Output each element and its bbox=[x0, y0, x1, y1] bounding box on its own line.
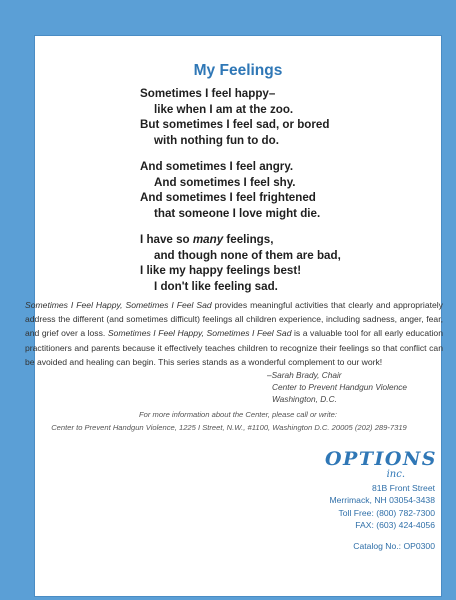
book-title: Sometimes I Feel Happy, Sometimes I Feel Sad bbox=[107, 328, 292, 339]
info-address: Center to Prevent Handgun Violence, 1225 I Street, N.W., #1100, Washington D.C. 20005 (202) 289-7319 bbox=[51, 422, 407, 432]
poem-stanza bbox=[140, 159, 440, 221]
poem-stanza bbox=[140, 86, 440, 148]
poem-line: I like my happy feelings best! bbox=[140, 264, 302, 277]
publisher-address bbox=[329, 482, 435, 552]
quote-text: provides meaningful activities that clearly and appropriately address the different (and sometimes difficult) feelings all children experience, including sadness, anger, fear, and grief over a loss. bbox=[25, 300, 443, 339]
catalog-number: Catalog No.: OP0300 bbox=[353, 540, 435, 551]
poem-line: But sometimes I feel sad, or bored bbox=[140, 118, 330, 131]
quote-text: is a valuable tool for all early education practitioners and parents because it effectively teaches children to recognize their feelings so that conflict can be avoided and healing can begin. This series stands as a wonderful complement to our work! bbox=[25, 328, 443, 367]
phone-fax: FAX: (603) 424-4056 bbox=[355, 520, 435, 531]
signature bbox=[267, 369, 407, 405]
endorsement-quote bbox=[25, 298, 443, 369]
logo-suffix: inc. bbox=[386, 469, 405, 480]
poem-line: that someone I love might die. bbox=[154, 206, 321, 220]
poem-stanza bbox=[140, 232, 440, 294]
poem-line: like when I am at the zoo. bbox=[154, 102, 294, 116]
poem-line bbox=[140, 232, 440, 248]
poem-line: and though none of them are bad, bbox=[154, 248, 341, 262]
poem-line: Sometimes I feel happy– bbox=[140, 87, 276, 100]
address-street: 81B Front Street bbox=[371, 483, 435, 493]
poem-text: I have so bbox=[140, 233, 190, 246]
signature-org: Center to Prevent Handgun Violence bbox=[272, 382, 407, 392]
poem bbox=[140, 86, 440, 305]
poem-text: feelings, bbox=[226, 233, 274, 246]
address-city: Merrimack, NH 03054-3438 bbox=[329, 495, 435, 506]
emphasis-word: many bbox=[192, 233, 224, 246]
info-line: For more information about the Center, please call or write: bbox=[139, 410, 337, 419]
publisher-logo bbox=[325, 448, 438, 480]
signature-name: –Sarah Brady, Chair bbox=[267, 370, 342, 380]
poem-line: And sometimes I feel frightened bbox=[140, 191, 316, 204]
content-panel bbox=[25, 36, 443, 596]
poem-line: with nothing fun to do. bbox=[154, 133, 279, 147]
logo-wordmark: OPTIONS bbox=[325, 448, 438, 470]
phone-tollfree: Toll Free: (800) 782-7300 bbox=[338, 507, 435, 518]
poem-line: I don't like feeling sad. bbox=[154, 279, 278, 293]
poem-line: And sometimes I feel angry. bbox=[140, 160, 294, 173]
signature-location: Washington, D.C. bbox=[272, 394, 337, 404]
poem-title: My Feelings bbox=[193, 62, 283, 79]
contact-info bbox=[35, 409, 441, 434]
book-title: Sometimes I Feel Happy, Sometimes I Feel Sad bbox=[25, 300, 212, 310]
poem-line: And sometimes I feel shy. bbox=[154, 175, 296, 189]
